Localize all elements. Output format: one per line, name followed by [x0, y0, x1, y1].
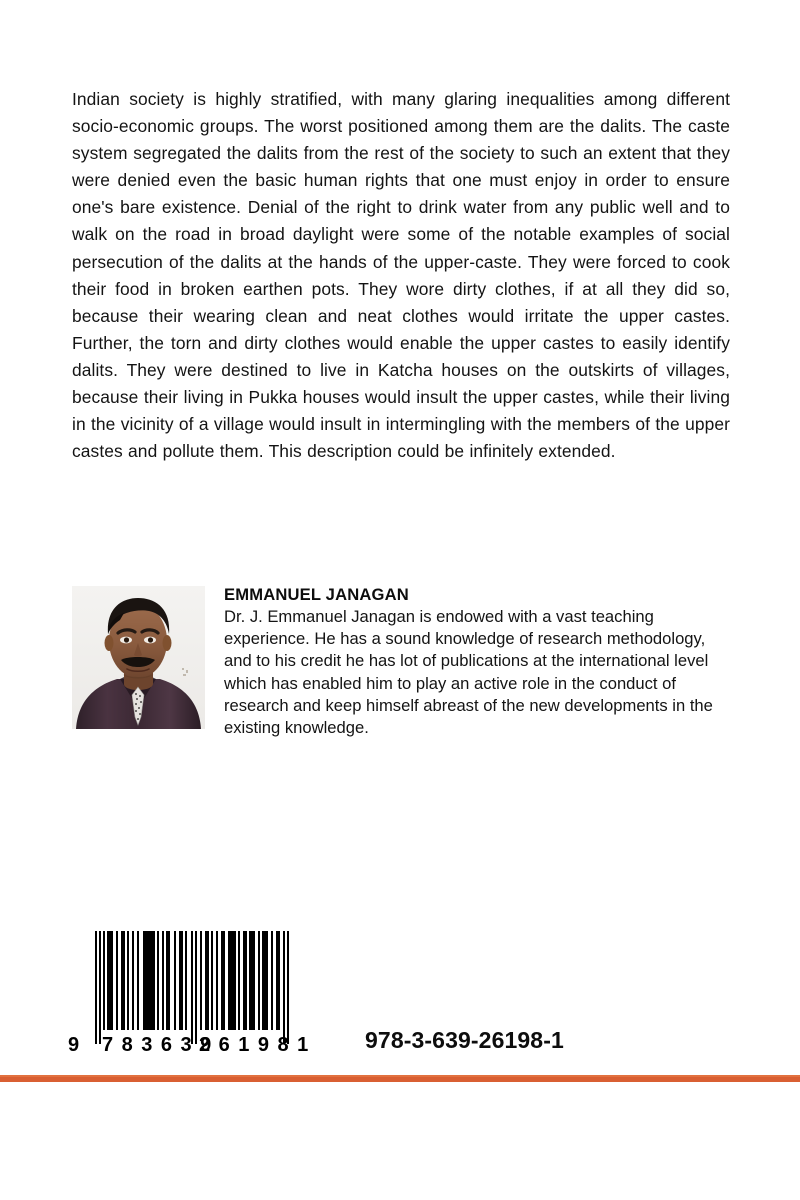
bottom-accent-rule — [0, 1075, 800, 1082]
author-portrait-illustration — [72, 586, 205, 729]
isbn-barcode — [66, 925, 326, 1055]
author-text-block — [224, 584, 724, 739]
accent-rule-highlight — [0, 1075, 800, 1077]
author-biography: Dr. J. Emmanuel Janagan is endowed with a vast teaching experience. He has a sound knowledge of research methodology, and to his credit he has lot of publications at the international level which has enabled him to play an active role in the conduct of research and keep himself abreast of the new developments in the existing knowledge. — [224, 607, 713, 738]
author-portrait-photo — [72, 586, 205, 729]
barcode-left-group: 783639 — [102, 1034, 220, 1055]
ean13-barcode-graphic — [66, 925, 326, 1055]
isbn-number: 978-3-639-26198-1 — [365, 1027, 564, 1053]
author-name: EMMANUEL JANAGAN — [224, 585, 409, 604]
book-description-paragraph: Indian society is highly stratified, with many glaring inequalities among different socio-economic groups. The worst positioned among them are the dalits. The caste system segregated the dalits from the rest of the society to such an extent that they were denied even the basic human rights that one must enjoy in order to ensure one's bare existence. Denial of the right to drink water from any public well and to walk on the road in broad daylight were some of the notable examples of social persecution of the dalits at the hands of the upper-caste. They were forced to cook their food in broken earthen pots. They wore dirty clothes, if at all they did so, because their wearing clean and neat clothes would irritate the upper castes. Further, the torn and dirty clothes would enable the upper castes to easily identify dalits. They were destined to live in Katcha houses on the outskirts of villages, because their living in Pukka houses would insult the upper castes, while their living in the vicinity of a village would insult in intermingling with the members of the upper castes and pollute them. This description could be infinitely extended. — [72, 89, 730, 462]
barcode-lead-digit: 9 — [68, 1034, 80, 1055]
barcode-right-group: 261981 — [199, 1034, 317, 1055]
